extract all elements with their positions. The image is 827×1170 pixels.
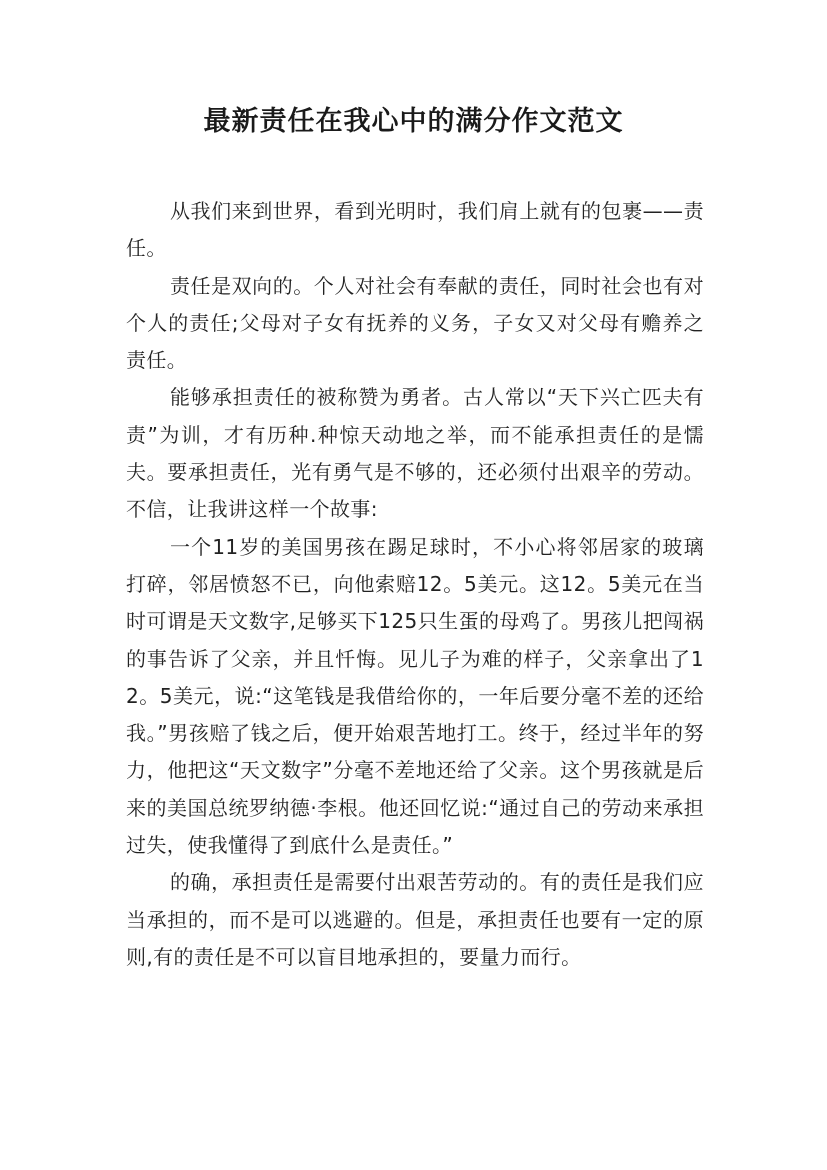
paragraph: 责任是双向的。个人对社会有奉献的责任，同时社会也有对个人的责任;父母对子女有抚养的义务，子女又对父母有赡养之责任。: [126, 273, 704, 373]
paragraph: 的确，承担责任是需要付出艰苦劳动的。有的责任是我们应当承担的，而不是可以逃避的。但是，承担责任也要有一定的原则,有的责任是不可以盲目地承担的，要量力而行。: [126, 870, 704, 969]
paragraph: 能够承担责任的被称赞为勇者。古人常以“天下兴亡匹夫有责”为训，才有历种.种惊天动地之举，而不能承担责任的是懦夫。要承担责任，光有勇气是不够的，还必须付出艰辛的劳动。不信，让我讲这样一个故事:: [126, 385, 704, 522]
paragraph: 从我们来到世界，看到光明时，我们肩上就有的包裹——责任。: [126, 199, 704, 261]
document-body: [126, 193, 704, 976]
paragraph: 一个11岁的美国男孩在踢足球时，不小心将邻居家的玻璃打碎，邻居愤怒不已，向他索赔12。5美元。这12。5美元在当时可谓是天文数字,足够买下125只生蛋的母鸡了。男孩儿把闯祸的事告诉了父亲，并且忏悔。见儿子为难的样子，父亲拿出了12。5美元，说:“这笔钱是我借给你的，一年后要分毫不差的还给我。”男孩赔了钱之后，便开始艰苦地打工。终于，经过半年的努力，他把这“天文数字”分毫不差地还给了父亲。这个男孩就是后来的美国总统罗纳德·李根。他还回忆说:“通过自己的劳动来承担过失，使我懂得了到底什么是责任。”: [126, 534, 704, 858]
document-title: 最新责任在我心中的满分作文范文: [203, 106, 624, 137]
